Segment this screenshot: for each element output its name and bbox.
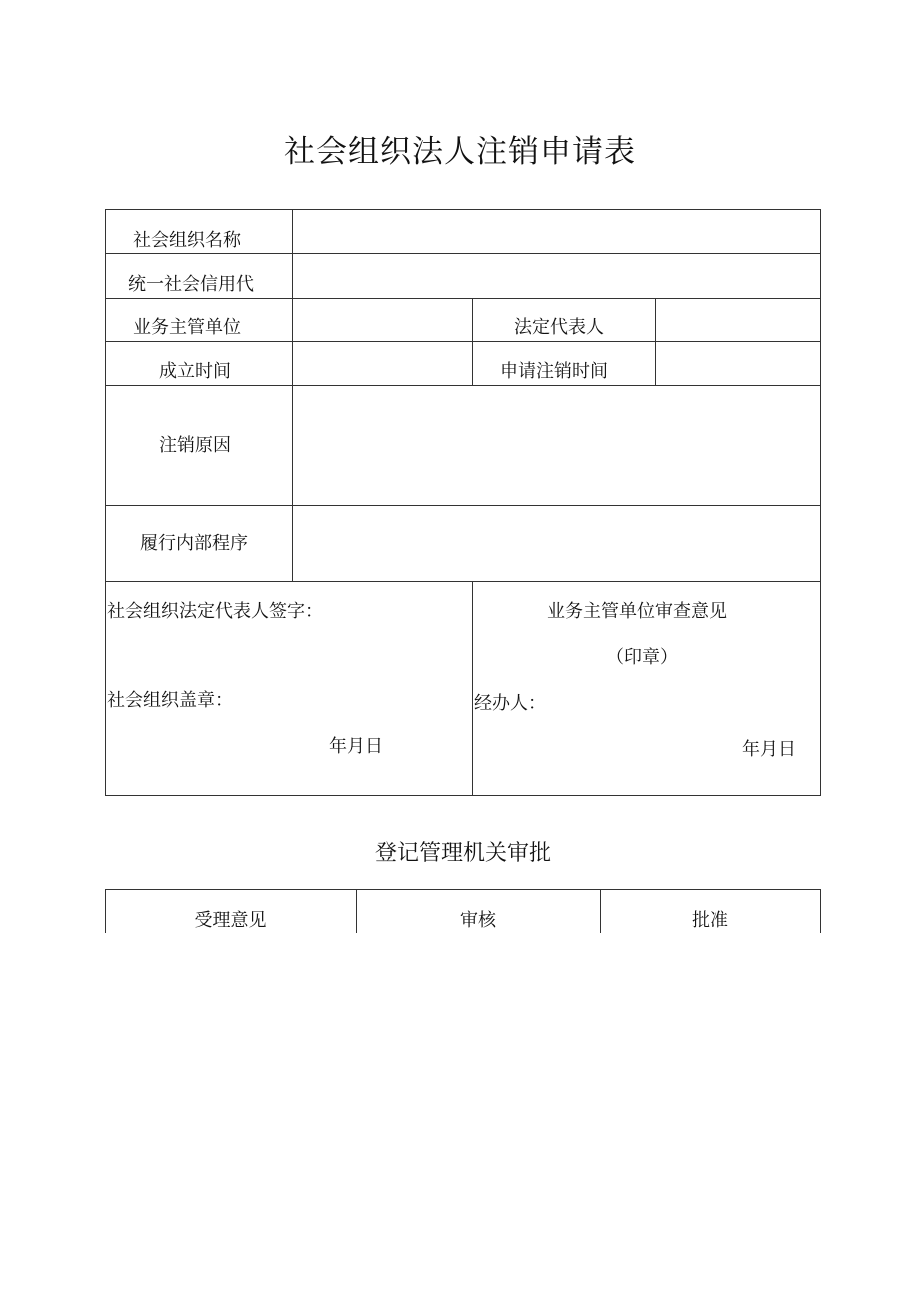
internal-procedure-label: 履行内部程序 [140,533,248,554]
approval-table-top [105,889,821,890]
approval-table-right [820,889,821,933]
row-divider [105,341,821,342]
table-border-left [105,209,106,796]
left-date-label: 年月日 [329,736,383,757]
table-border-right [820,209,821,796]
approval-col-approve: 批准 [692,910,728,931]
row-divider [105,298,821,299]
approval-col-acceptance: 受理意见 [194,910,267,931]
approval-section-title: 登记管理机关审批 [374,841,551,866]
label-column-divider [292,209,293,582]
row-divider [105,505,821,506]
supervisor-unit-label: 业务主管单位 [133,317,241,338]
row-divider [105,253,821,254]
org-seal-label: 社会组织盖章： [107,690,233,711]
handler-label: 经办人： [474,693,546,714]
review-opinion-label: 业务主管单位审查意见 [547,601,727,622]
legal-rep-signature-label: 社会组织法定代表人签字： [107,601,323,622]
founded-time-label: 成立时间 [159,361,231,382]
approval-col-review: 审核 [460,910,496,931]
middle-column-divider [472,298,473,386]
legal-rep-label: 法定代表人 [514,317,604,338]
credit-code-label: 统一社会信用代 [128,274,254,295]
org-name-label: 社会组织名称 [133,230,241,251]
cancel-reason-label: 注销原因 [159,435,231,456]
apply-cancel-time-label: 申请注销时间 [500,361,608,382]
page-title: 社会组织法人注销申请表 [284,134,636,170]
row-divider [105,581,821,582]
right-date-label: 年月日 [742,739,796,760]
seal-label: （印章） [606,647,678,668]
signature-column-divider [472,581,473,796]
table-border-bottom [105,795,821,796]
table-border-top [105,209,821,210]
right-column-divider [655,298,656,386]
row-divider [105,385,821,386]
